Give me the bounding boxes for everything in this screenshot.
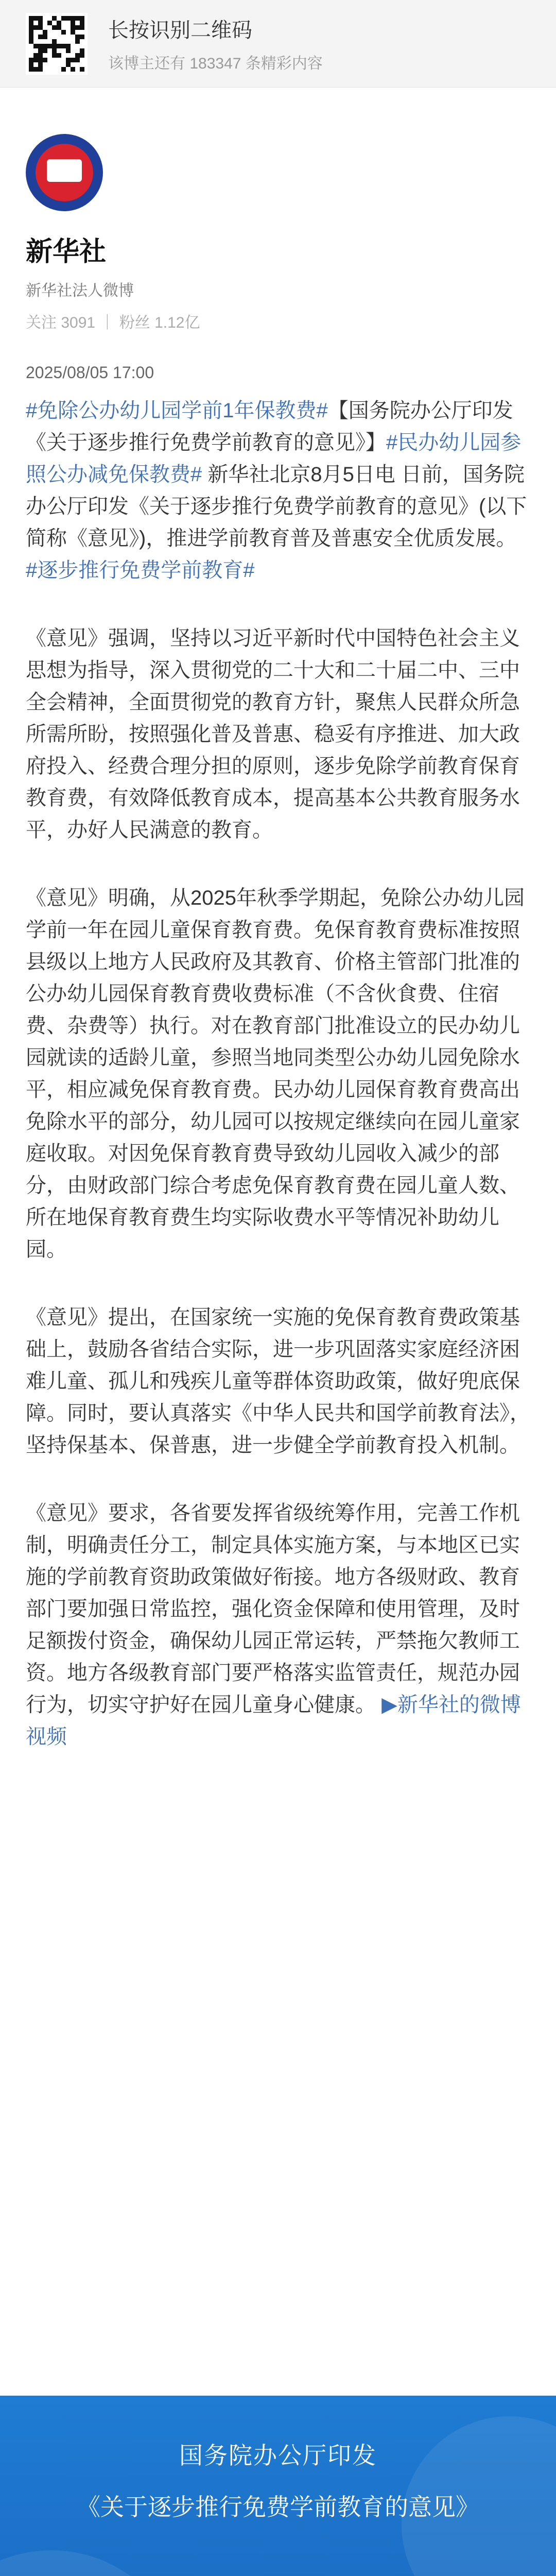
qr-module — [33, 21, 38, 25]
qr-module — [71, 44, 75, 48]
qr-module — [75, 58, 80, 62]
qr-module — [75, 30, 80, 35]
qr-module — [66, 53, 71, 58]
qr-module — [52, 53, 57, 58]
qr-module — [75, 48, 80, 53]
qr-module — [33, 48, 38, 53]
qr-module — [33, 67, 38, 72]
qr-module — [80, 21, 84, 25]
qr-module — [75, 25, 80, 30]
qr-module — [75, 16, 80, 21]
qr-module — [75, 44, 80, 48]
author-description: 新华社法人微博 — [26, 282, 134, 299]
qr-module — [57, 30, 61, 35]
qr-module — [71, 53, 75, 58]
paragraph-4 — [26, 1497, 530, 1753]
qr-module — [57, 25, 61, 30]
qr-module — [29, 35, 33, 39]
qr-module — [29, 62, 33, 67]
qr-module — [66, 62, 71, 67]
qr-module — [29, 67, 33, 72]
post-date: 2025/08/05 17:00 — [26, 363, 154, 382]
qr-module — [52, 48, 57, 53]
qr-module — [38, 25, 43, 30]
qr-module — [61, 35, 66, 39]
video-decoration — [0, 2550, 185, 2576]
qr-module — [43, 58, 47, 62]
author-section — [0, 88, 556, 332]
qr-module — [66, 44, 71, 48]
qr-module — [47, 62, 52, 67]
qr-module — [47, 25, 52, 30]
qr-module — [47, 48, 52, 53]
banner-subtitle: 该博主还有 183347 条精彩内容 — [108, 55, 323, 72]
qr-module — [66, 35, 71, 39]
qr-module — [57, 62, 61, 67]
banner-title: 长按识别二维码 — [108, 19, 252, 42]
qr-module — [66, 39, 71, 44]
qr-module — [43, 21, 47, 25]
qr-module — [29, 30, 33, 35]
video-title-line1: 国务院办公厅印发 — [179, 2442, 377, 2469]
qr-module — [66, 16, 71, 21]
qr-module — [43, 35, 47, 39]
qr-module — [47, 16, 52, 21]
qr-module — [75, 53, 80, 58]
qr-module — [52, 25, 57, 30]
qr-module — [71, 67, 75, 72]
qr-module — [33, 53, 38, 58]
qr-module — [80, 25, 84, 30]
qr-module — [52, 21, 57, 25]
qr-module — [71, 62, 75, 67]
qr-module — [71, 35, 75, 39]
qr-module — [57, 16, 61, 21]
lead-text-2: 新华社北京8月5日电 日前，国务院办公厅印发《关于逐步推行免费学前教育的意见》(以下简称《意见》)，推进学前教育普及普惠安全优质发展。 — [26, 463, 527, 550]
avatar[interactable] — [26, 134, 103, 211]
qr-module — [71, 48, 75, 53]
qr-module — [57, 58, 61, 62]
qr-module — [57, 48, 61, 53]
video-link-label: 新华社的微博视频 — [26, 1693, 521, 1748]
qr-module — [71, 58, 75, 62]
qr-module — [66, 25, 71, 30]
qr-module — [57, 67, 61, 72]
qr-module — [57, 39, 61, 44]
qr-module — [61, 48, 66, 53]
qr-module — [38, 58, 43, 62]
qr-module — [66, 21, 71, 25]
qr-module — [71, 25, 75, 30]
qr-module — [47, 39, 52, 44]
qr-module — [57, 35, 61, 39]
qr-module — [52, 67, 57, 72]
qr-module — [71, 16, 75, 21]
qr-module — [33, 25, 38, 30]
qr-module — [61, 39, 66, 44]
qr-module — [29, 16, 33, 21]
qr-module — [52, 16, 57, 21]
qr-module — [61, 62, 66, 67]
qr-module — [61, 58, 66, 62]
author-name[interactable]: 新华社 — [26, 237, 107, 267]
qr-module — [80, 62, 84, 67]
qr-module — [33, 62, 38, 67]
qr-module — [80, 53, 84, 58]
qr-module — [75, 35, 80, 39]
qr-module — [75, 39, 80, 44]
qr-module — [38, 62, 43, 67]
qr-module — [29, 48, 33, 53]
qr-module — [33, 39, 38, 44]
qr-module — [66, 30, 71, 35]
paragraph-1: 《意见》强调，坚持以习近平新时代中国特色社会主义思想为指导，深入贯彻党的二十大和二十届二中、三中全会精神，全面贯彻党的教育方针，聚焦人民群众所急所需所盼，按照强化普及普惠、稳妥有序推进、加大政府投入、经费合理分担的原则，逐步免除学前教育保育教育费，有效降低教育成本，提高基本公共教育服务水平，办好人民满意的教育。 — [26, 627, 520, 841]
qr-module — [38, 67, 43, 72]
qr-module — [43, 67, 47, 72]
qr-module — [43, 53, 47, 58]
hashtag-gradual-free-education[interactable]: #逐步推行免费学前教育# — [26, 559, 255, 582]
qr-module — [66, 58, 71, 62]
qr-module — [33, 16, 38, 21]
post-content — [0, 382, 556, 1753]
qr-module — [47, 30, 52, 35]
video-link-icon: ▶ — [381, 1693, 397, 1716]
qr-module — [80, 30, 84, 35]
qr-module — [57, 53, 61, 58]
qr-module — [61, 16, 66, 21]
qr-module — [38, 44, 43, 48]
qr-banner — [0, 0, 556, 88]
qr-module — [29, 25, 33, 30]
hashtag-private-kindergarten[interactable]: #民办幼儿园参照公办减免保教费# — [26, 431, 522, 486]
xinhua-logo-icon — [36, 144, 93, 201]
qr-module — [75, 21, 80, 25]
qr-module — [47, 53, 52, 58]
paragraph-4-text: 《意见》要求，各省要发挥省级统筹作用，完善工作机制，明确责任分工，制定具体实施方案，与本地区已实施的学前教育资助政策做好衔接。地方各级财政、教育部门要加强日常监控，强化资金保障和使用管理，及时足额拨付资金，确保幼儿园正常运转，严禁拖欠教师工资。地方各级教育部门要严格落实监管责任，规范办园行为，切实守护好在园儿童身心健康。 — [26, 1502, 520, 1716]
author-stats: 关注 3091 ｜ 粉丝 1.12亿 — [26, 314, 200, 331]
qr-module — [80, 58, 84, 62]
qr-module — [29, 53, 33, 58]
qr-module — [52, 44, 57, 48]
qr-module — [29, 44, 33, 48]
qr-module — [43, 16, 47, 21]
paragraph-3: 《意见》提出，在国家统一实施的免保育教育费政策基础上，鼓励各省结合实际，进一步巩固落实家庭经济困难儿童、孤儿和残疾儿童等群体资助政策，做好兜底保障。同时，要认真落实《中华人民共和国学前教育法》，坚持保基本、保普惠，进一步健全学前教育投入机制。 — [26, 1306, 530, 1456]
qr-module — [47, 58, 52, 62]
video-player[interactable] — [0, 2396, 556, 2576]
qr-module — [61, 21, 66, 25]
qr-module — [71, 30, 75, 35]
qr-module — [33, 30, 38, 35]
qr-module — [66, 67, 71, 72]
qr-module — [80, 48, 84, 53]
qr-module — [38, 39, 43, 44]
paragraph-2: 《意见》明确，从2025年秋季学期起，免除公办幼儿园学前一年在园儿童保育教育费。免保育教育费标准按照县级以上地方人民政府及其教育、价格主管部门批准的公办幼儿园保育教育费收费标准（不含伙食费、住宿费、杂费等）执行。对在教育部门批准设立的民办幼儿园就读的适龄儿童，参照当地同类型公办幼儿园免除水平，相应减免保育教育费。民办幼儿园保育教育费高出免除水平的部分，幼儿园可以按规定继续向在园儿童家庭收取。对因免保育教育费导致幼儿园收入减少的部分，由财政部门综合考虑免保育教育费在园儿童人数、所在地保育教育费生均实际收费水平等情况补助幼儿园。 — [26, 887, 525, 1261]
qr-module — [47, 35, 52, 39]
qr-module — [38, 35, 43, 39]
qr-module — [38, 16, 43, 21]
qr-module — [47, 44, 52, 48]
qr-module — [43, 30, 47, 35]
qr-module — [33, 44, 38, 48]
qr-module — [52, 39, 57, 44]
qr-module — [61, 67, 66, 72]
qr-module — [80, 44, 84, 48]
qr-module — [71, 21, 75, 25]
qr-module — [61, 25, 66, 30]
qr-module — [38, 30, 43, 35]
qr-module — [29, 39, 33, 44]
qr-module — [66, 48, 71, 53]
qr-module — [43, 44, 47, 48]
qr-module — [38, 53, 43, 58]
qr-module — [52, 30, 57, 35]
qr-module — [47, 67, 52, 72]
qr-module — [80, 39, 84, 44]
qr-module — [61, 53, 66, 58]
qr-module — [80, 35, 84, 39]
hashtag-free-preschool[interactable]: #免除公办幼儿园学前1年保教费# — [26, 399, 328, 422]
qr-module — [47, 21, 52, 25]
qr-module — [61, 44, 66, 48]
qr-module — [75, 67, 80, 72]
qr-code-small[interactable] — [26, 13, 88, 75]
qr-module — [71, 39, 75, 44]
lead-paragraph — [26, 395, 530, 586]
qr-module — [29, 58, 33, 62]
qr-module — [33, 58, 38, 62]
qr-module — [38, 48, 43, 53]
qr-module — [43, 39, 47, 44]
qr-module — [57, 21, 61, 25]
qr-module — [80, 16, 84, 21]
video-title-line2: 《关于逐步推行免费学前教育的意见》 — [77, 2494, 479, 2520]
qr-module — [43, 25, 47, 30]
qr-module — [33, 35, 38, 39]
lead-text-1: 【国务院办公厅印发《关于逐步推行免费学前教育的意见》】 — [26, 399, 513, 454]
qr-module — [61, 30, 66, 35]
qr-module — [80, 67, 84, 72]
qr-module — [52, 35, 57, 39]
qr-module — [43, 62, 47, 67]
qr-module — [43, 48, 47, 53]
qr-module — [29, 21, 33, 25]
qr-module — [52, 58, 57, 62]
qr-module — [57, 44, 61, 48]
qr-module — [52, 62, 57, 67]
qr-module — [38, 21, 43, 25]
qr-module — [75, 62, 80, 67]
